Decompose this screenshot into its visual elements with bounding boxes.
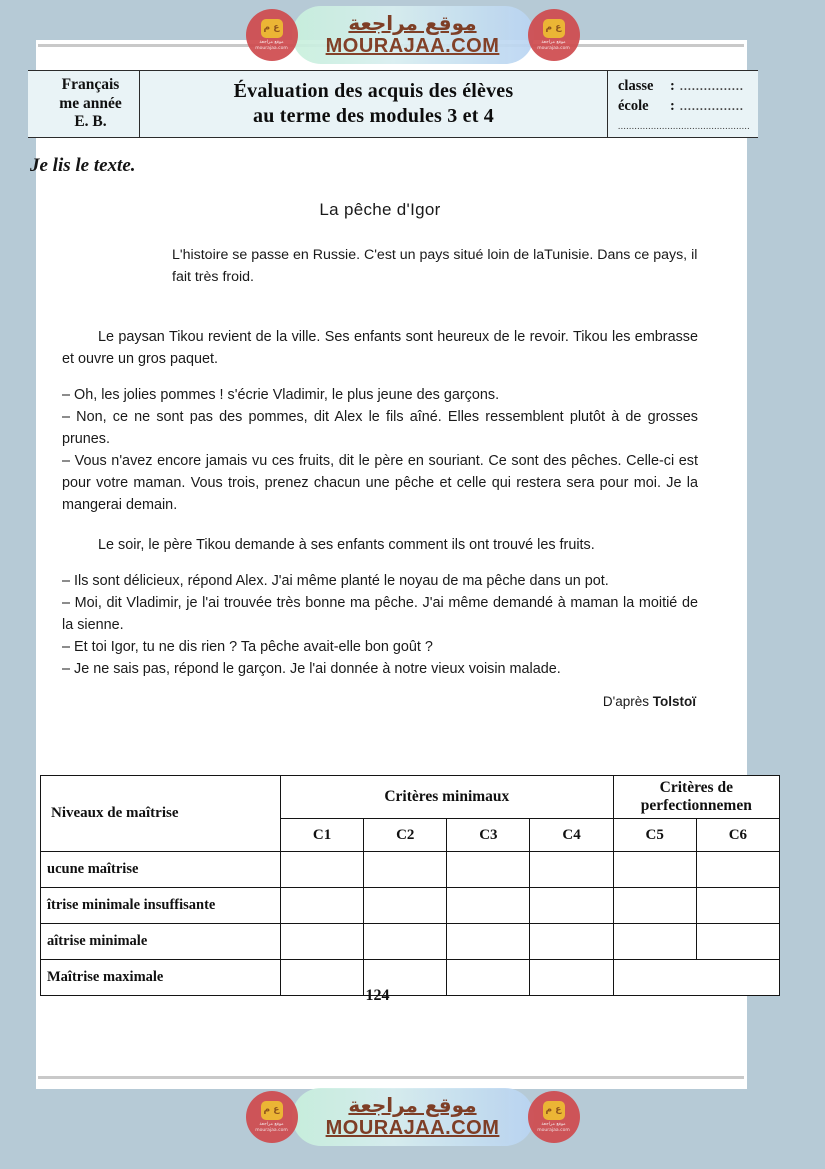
reading-instruction: Je lis le texte.	[30, 155, 136, 176]
grid-cell-r2-c3[interactable]	[447, 924, 530, 960]
grid-row-label-0: ucune maîtrise	[41, 852, 281, 888]
grid-row-label-1: îtrise minimale insuffisante	[41, 888, 281, 924]
passage-dialog-5: – Moi, dit Vladimir, je l'ai trouvée très bonne ma pêche. J'ai même demandé à maman la moitié de la sienne.	[62, 595, 698, 634]
ecole-colon: :	[670, 98, 675, 114]
grid-header-c3: C3	[447, 819, 530, 852]
grid-cell-r0-c1[interactable]	[281, 852, 364, 888]
subject-year: me année	[59, 94, 122, 112]
logo-badge-icon: ع م	[543, 19, 565, 38]
logo-subtitle-arabic: موقع مراجعة	[259, 39, 284, 45]
grid-cell-r0-c2[interactable]	[364, 852, 447, 888]
source-author: Tolstoï	[652, 694, 696, 710]
grid-header-row-groups	[41, 776, 780, 819]
logo-subtitle-latin: mourajaa.com	[537, 45, 570, 51]
classe-field-row	[618, 77, 758, 97]
grid-cell-r0-c6[interactable]	[696, 852, 779, 888]
passage-dialog-6: – Et toi Igor, tu ne dis rien ? Ta pêche avait-elle bon goût ?	[62, 639, 433, 656]
grid-cell-r1-c4[interactable]	[530, 888, 613, 924]
subject-cycle: E. B.	[74, 113, 107, 131]
passage-dialog-2: – Non, ce ne sont pas des pommes, dit Alex le fils aîné. Elles ressemblent plutôt à de grosses prunes.	[62, 409, 698, 448]
passage-dialog-4: – Ils sont délicieux, répond Alex. J'ai même planté le noyau de ma pêche dans un pot.	[62, 573, 609, 590]
grid-cell-r2-c1[interactable]	[281, 924, 364, 960]
ecole-field-row	[618, 97, 758, 117]
grid-header-perfection-criteria	[613, 776, 779, 819]
logo-badge-icon: ع م	[261, 1101, 283, 1120]
grid-cell-r0-c5[interactable]	[613, 852, 696, 888]
watermark-url-text: MOURAJAA.COM	[325, 35, 500, 57]
source-prefix: D'après	[602, 694, 653, 710]
logo-badge-icon: ع م	[261, 19, 283, 38]
mastery-grid-wrapper	[40, 775, 780, 996]
logo-subtitle-arabic: موقع مراجعة	[259, 1121, 284, 1127]
header-title-cell	[140, 71, 608, 137]
grid-header-levels: Niveaux de maîtrise	[41, 776, 281, 852]
passage-source	[62, 694, 698, 709]
header-subject-cell	[28, 71, 140, 137]
header-student-info-cell	[608, 71, 758, 137]
logo-subtitle-latin: mourajaa.com	[255, 45, 288, 51]
page-title-line1: Évaluation des acquis des élèves	[233, 80, 514, 102]
grid-cell-r1-c2[interactable]	[364, 888, 447, 924]
page-title-line2: au terme des modules 3 et 4	[253, 105, 494, 127]
subject-name: Français	[61, 75, 120, 93]
table-row	[41, 924, 780, 960]
watermark-arabic-text: موقع مراجعة	[348, 11, 477, 35]
reading-passage	[62, 200, 698, 709]
grid-cell-r0-c3[interactable]	[447, 852, 530, 888]
scan-margin-top	[0, 0, 825, 40]
page-number: 124	[365, 987, 390, 1004]
logo-subtitle-latin: mourajaa.com	[537, 1127, 570, 1133]
grid-cell-r2-c6[interactable]	[696, 924, 779, 960]
passage-dialog-3: – Vous n'avez encore jamais vu ces fruits, dit le père en souriant. Ce sont des pêches. Celle-ci est pour votre maman. Vous trois, prenez chacun une pêche et celle qui restera sera pour moi. Je la mangerai demain.	[62, 453, 698, 514]
classe-label: classe	[618, 78, 654, 95]
grid-cell-r2-c5[interactable]	[613, 924, 696, 960]
scan-margin-bottom	[0, 1089, 825, 1169]
perfection-line2: perfectionnemen	[640, 797, 752, 814]
logo-subtitle-arabic: موقع مراجعة	[541, 1121, 566, 1127]
grid-cell-r2-c2[interactable]	[364, 924, 447, 960]
passage-dialog-1: – Oh, les jolies pommes ! s'écrie Vladimir, le plus jeune des garçons.	[62, 387, 500, 404]
passage-intro: L'histoire se passe en Russie. C'est un pays situé loin de laTunisie. Dans ce pays, il fait très froid.	[172, 247, 698, 285]
grid-cell-r0-c4[interactable]	[530, 852, 613, 888]
grid-cell-r2-c4[interactable]	[530, 924, 613, 960]
grid-cell-r1-c6[interactable]	[696, 888, 779, 924]
top-separator-rule	[38, 44, 744, 47]
grid-header-c5: C5	[613, 819, 696, 852]
passage-title: La pêche d'Igor	[319, 200, 441, 219]
grid-header-c1: C1	[281, 819, 364, 852]
logo-badge-icon: ع م	[543, 1101, 565, 1120]
classe-colon: :	[670, 78, 675, 95]
logo-subtitle-arabic: موقع مراجعة	[541, 39, 566, 45]
grid-cell-r1-c1[interactable]	[281, 888, 364, 924]
watermark-arabic-text: موقع مراجعة	[348, 1093, 477, 1117]
grid-row-label-2: aîtrise minimale	[41, 924, 281, 960]
extra-blank-line[interactable]: ................................................	[618, 120, 750, 131]
passage-paragraph-1: Le paysan Tikou revient de la ville. Ses enfants sont heureux de le revoir. Tikou les embrasse et ouvre un gros paquet.	[62, 329, 698, 368]
grid-header-c4: C4	[530, 819, 613, 852]
worksheet-header-table	[28, 70, 758, 138]
table-row	[41, 852, 780, 888]
passage-dialog-7: – Je ne sais pas, répond le garçon. Je l'ai donnée à notre vieux voisin malade.	[62, 661, 561, 678]
grid-cell-r1-c3[interactable]	[447, 888, 530, 924]
grid-row-label-3: Maîtrise maximale	[41, 960, 281, 996]
grid-header-c6: C6	[696, 819, 779, 852]
ecole-label: école	[618, 98, 649, 114]
perfection-line1: Critères de	[659, 779, 733, 796]
passage-spacer	[62, 516, 698, 534]
ecole-blank-line[interactable]: ................	[679, 99, 744, 113]
classe-blank-line[interactable]: ................	[679, 79, 744, 94]
grid-header-minimal-criteria: Critères minimaux	[281, 776, 614, 819]
grid-header-c2: C2	[364, 819, 447, 852]
watermark-url-text: MOURAJAA.COM	[325, 1117, 500, 1139]
mastery-evaluation-grid	[40, 775, 780, 996]
passage-paragraph-2: Le soir, le père Tikou demande à ses enfants comment ils ont trouvé les fruits.	[98, 537, 595, 554]
bottom-separator-rule	[38, 1076, 744, 1079]
grid-cell-r1-c5[interactable]	[613, 888, 696, 924]
table-row	[41, 888, 780, 924]
logo-subtitle-latin: mourajaa.com	[255, 1127, 288, 1133]
